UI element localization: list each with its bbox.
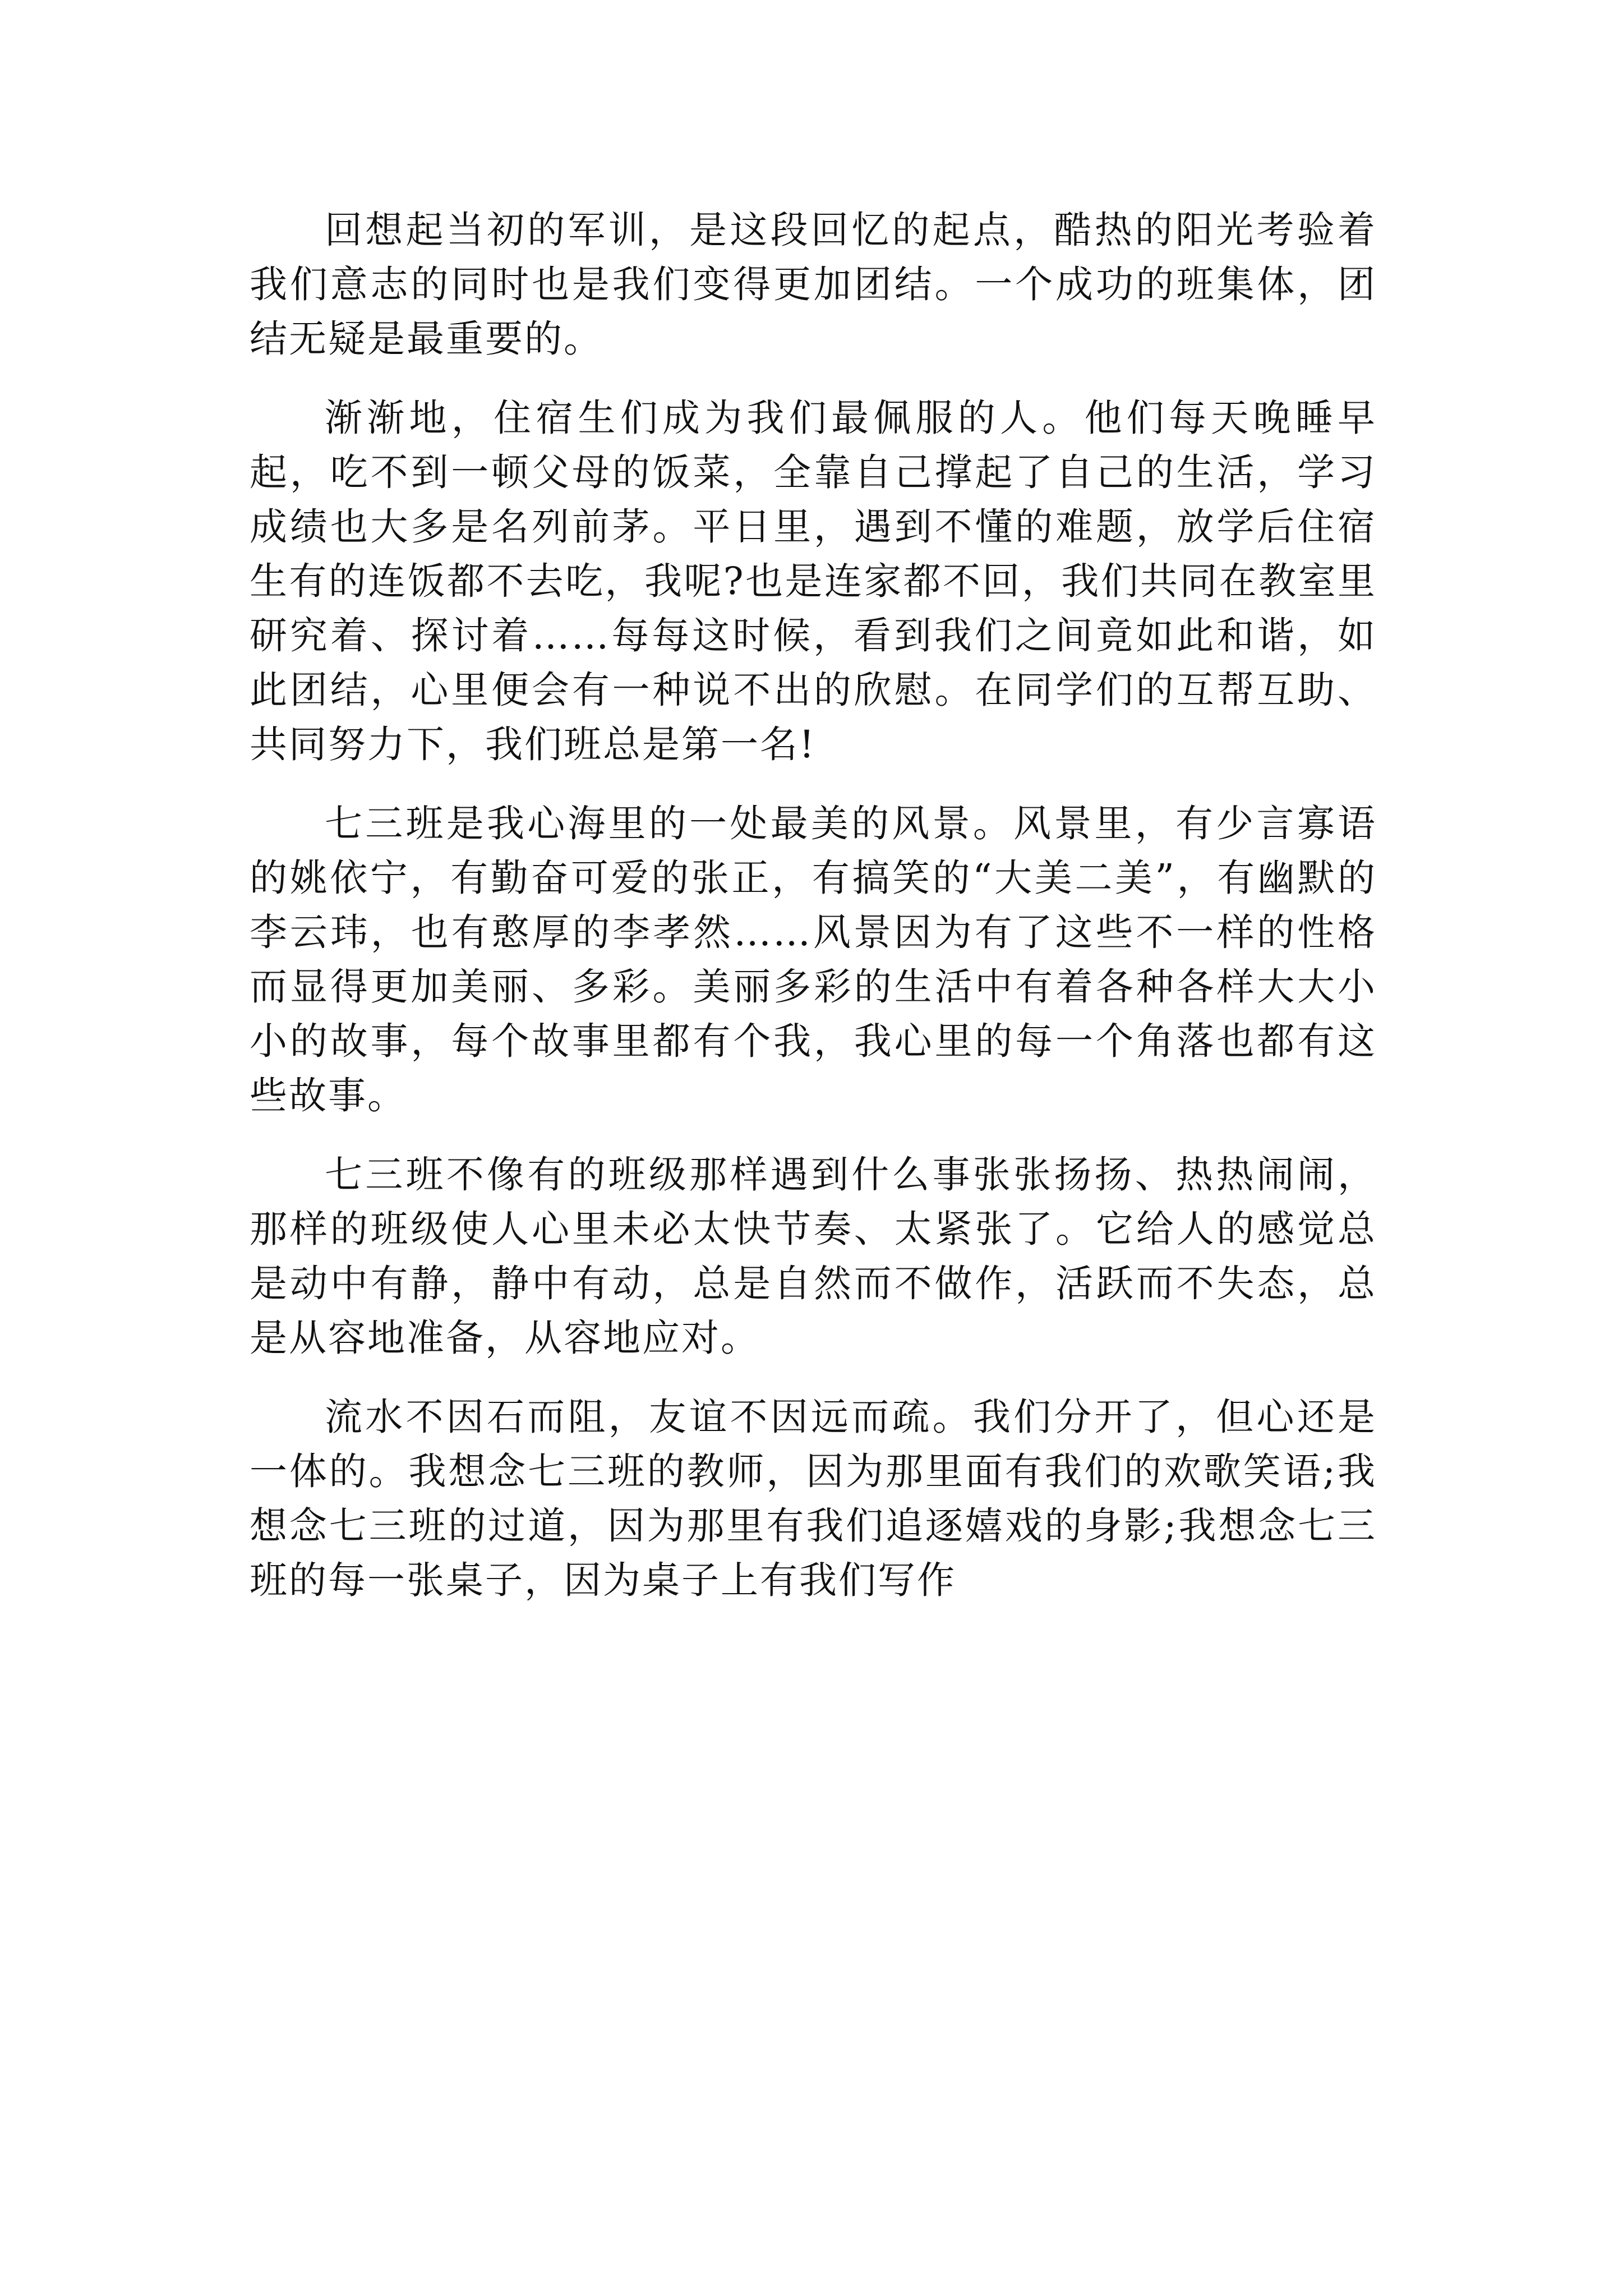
paragraph-4: 七三班不像有的班级那样遇到什么事张张扬扬、热热闹闹，那样的班级使人心里未必太快节奏、太紧张了。它给人的感觉总是动中有静，静中有动，总是自然而不做作，活跃而不失态，总是从容地准备，从容地应对。 [250, 1153, 1377, 1360]
document-body [250, 203, 1377, 1632]
paragraph-5: 流水不因石而阻，友谊不因远而疏。我们分开了，但心还是一体的。我想念七三班的教师，因为那里面有我们的欢歌笑语;我想念七三班的过道，因为那里有我们追逐嬉戏的身影;我想念七三班的每一张桌子，因为桌子上有我们写作 [250, 1395, 1377, 1602]
paragraph-2: 渐渐地，住宿生们成为我们最佩服的人。他们每天晚睡早起，吃不到一顿父母的饭菜，全靠自己撑起了自己的生活，学习成绩也大多是名列前茅。平日里，遇到不懂的难题，放学后住宿生有的连饭都不去吃，我呢?也是连家都不回，我们共同在教室里研究着、探讨着……每每这时候，看到我们之间竟如此和谐，如此团结，心里便会有一种说不出的欣慰。在同学们的互帮互助、共同努力下，我们班总是第一名! [250, 396, 1377, 766]
paragraph-1: 回想起当初的军训，是这段回忆的起点，酷热的阳光考验着我们意志的同时也是我们变得更加团结。一个成功的班集体，团结无疑是最重要的。 [250, 208, 1377, 361]
paragraph-3: 七三班是我心海里的一处最美的风景。风景里，有少言寡语的姚依宁，有勤奋可爱的张正，有搞笑的“大美二美”，有幽默的李云玮，也有憨厚的李孝然……风景因为有了这些不一样的性格而显得更加美丽、多彩。美丽多彩的生活中有着各种各样大大小小的故事，每个故事里都有个我，我心里的每一个角落也都有这些故事。 [250, 802, 1377, 1117]
